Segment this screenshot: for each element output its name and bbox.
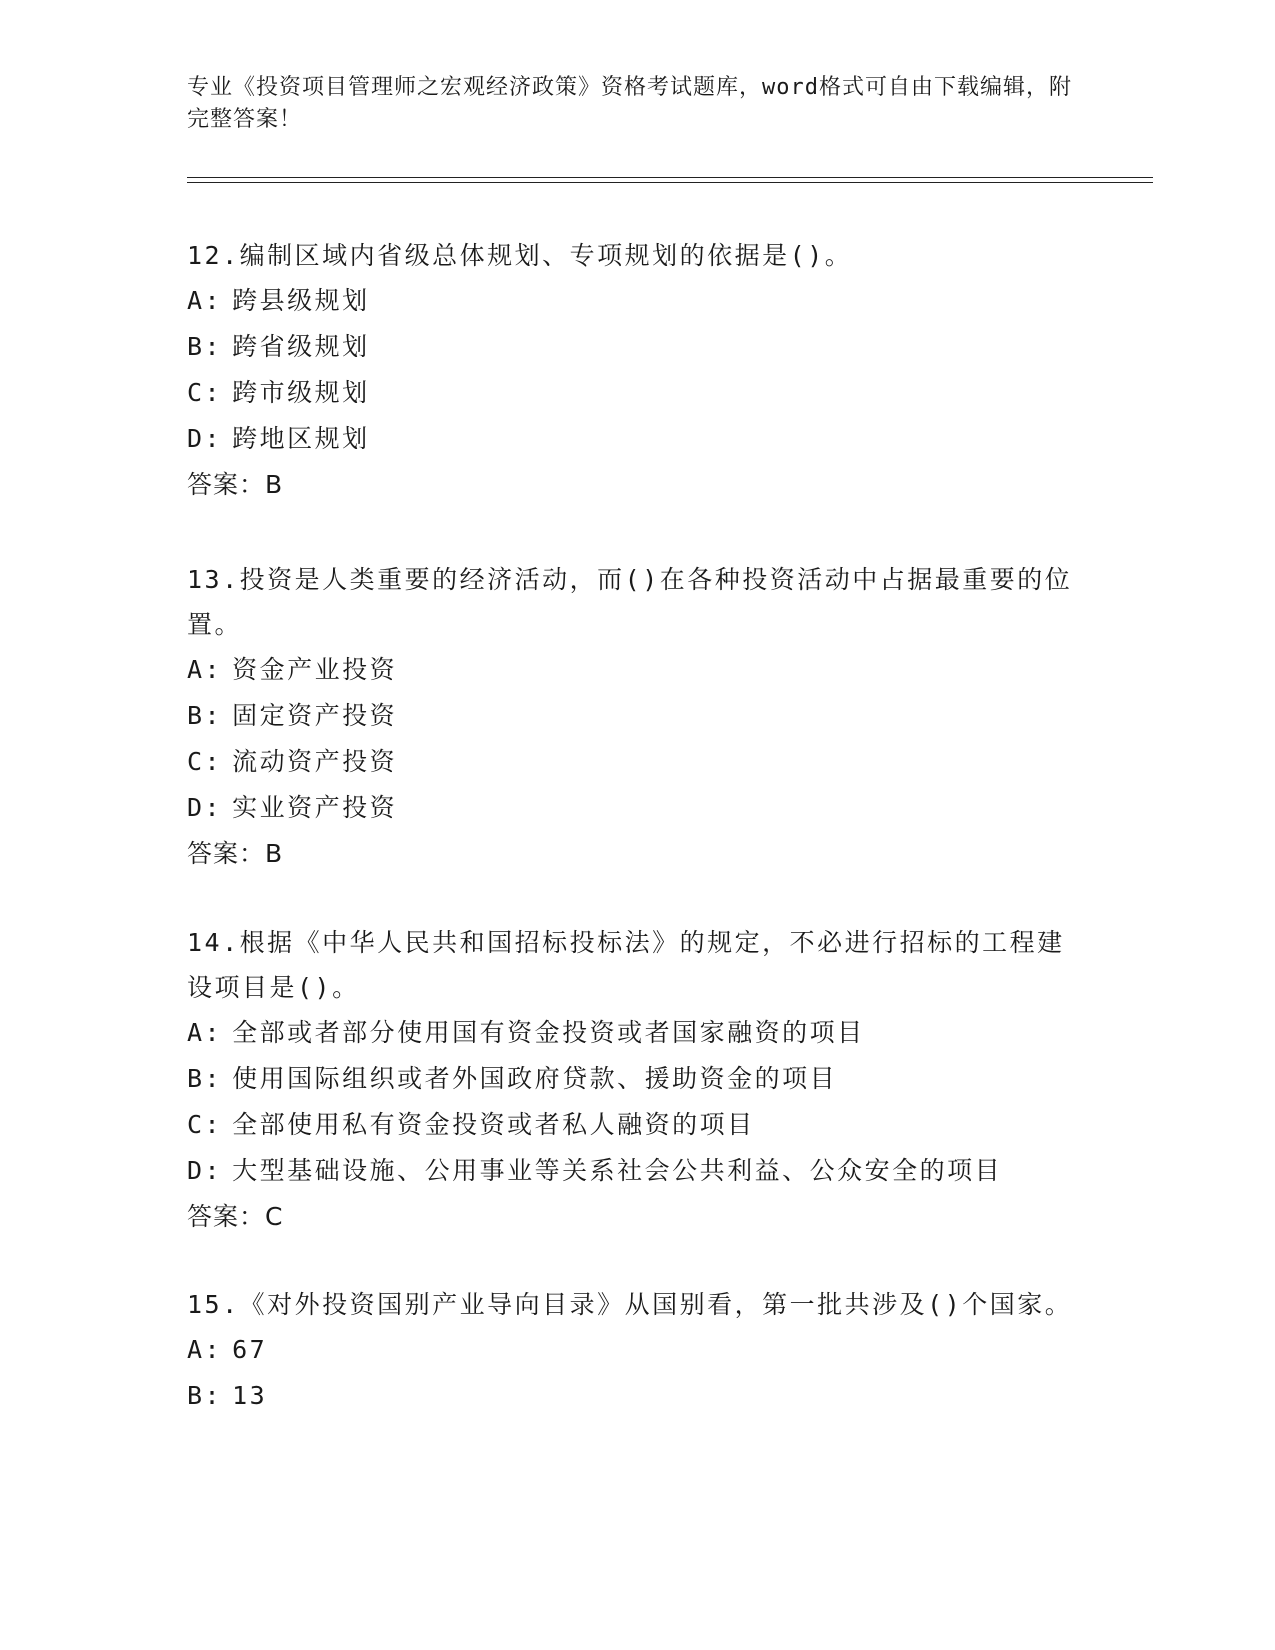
option-text: 跨县级规划 <box>232 286 370 315</box>
option-letter: A: <box>187 1335 223 1364</box>
option-text: 全部使用私有资金投资或者私人融资的项目 <box>232 1110 755 1139</box>
question-14 <box>187 920 1087 1240</box>
question-stem: 12.编制区域内省级总体规划、专项规划的依据是()。 <box>187 241 853 270</box>
answer-line: 答案：B <box>187 470 284 499</box>
question-stem: 15.《对外投资国别产业导向目录》从国别看，第一批共涉及()个国家。 <box>187 1290 1073 1319</box>
option-letter: A: <box>187 655 223 684</box>
option-b <box>187 693 1087 739</box>
option-letter: C: <box>187 378 223 407</box>
option-b <box>187 1373 1087 1419</box>
question-13 <box>187 557 1087 877</box>
option-d <box>187 1148 1087 1194</box>
option-c <box>187 739 1087 785</box>
option-letter: B: <box>187 1064 223 1093</box>
option-text: 67 <box>232 1335 268 1364</box>
header-divider-bottom <box>187 182 1153 183</box>
option-text: 13 <box>232 1381 268 1410</box>
option-text: 流动资产投资 <box>232 747 398 776</box>
question-stem: 13.投资是人类重要的经济活动，而()在各种投资活动中占据最重要的位置。 <box>187 565 1073 639</box>
option-text: 固定资产投资 <box>232 701 398 730</box>
option-letter: B: <box>187 1381 223 1410</box>
option-letter: D: <box>187 1156 223 1185</box>
option-d <box>187 785 1087 831</box>
document-intro: 专业《投资项目管理师之宏观经济政策》资格考试题库，word格式可自由下载编辑，附完整答案！ <box>187 75 1072 132</box>
question-15 <box>187 1282 1087 1419</box>
option-c <box>187 370 1087 416</box>
option-b <box>187 1056 1087 1102</box>
option-text: 跨市级规划 <box>232 378 370 407</box>
option-text: 跨省级规划 <box>232 332 370 361</box>
option-b <box>187 324 1087 370</box>
option-letter: D: <box>187 424 223 453</box>
option-letter: B: <box>187 701 223 730</box>
option-text: 资金产业投资 <box>232 655 398 684</box>
option-text: 全部或者部分使用国有资金投资或者国家融资的项目 <box>232 1018 865 1047</box>
question-stem: 14.根据《中华人民共和国招标投标法》的规定，不必进行招标的工程建设项目是()。 <box>187 928 1065 1002</box>
option-text: 跨地区规划 <box>232 424 370 453</box>
option-d <box>187 416 1087 462</box>
option-a <box>187 1327 1087 1373</box>
option-letter: C: <box>187 747 223 776</box>
option-text: 使用国际组织或者外国政府贷款、援助资金的项目 <box>232 1064 838 1093</box>
header-divider-top <box>187 177 1153 178</box>
option-text: 大型基础设施、公用事业等关系社会公共利益、公众安全的项目 <box>232 1156 1003 1185</box>
option-a <box>187 278 1087 324</box>
answer-line: 答案：B <box>187 839 284 868</box>
option-letter: B: <box>187 332 223 361</box>
option-text: 实业资产投资 <box>232 793 398 822</box>
option-a <box>187 1010 1087 1056</box>
option-letter: A: <box>187 1018 223 1047</box>
option-c <box>187 1102 1087 1148</box>
option-letter: A: <box>187 286 223 315</box>
answer-line: 答案：C <box>187 1202 284 1231</box>
option-letter: C: <box>187 1110 223 1139</box>
question-12 <box>187 233 1087 508</box>
option-letter: D: <box>187 793 223 822</box>
option-a <box>187 647 1087 693</box>
